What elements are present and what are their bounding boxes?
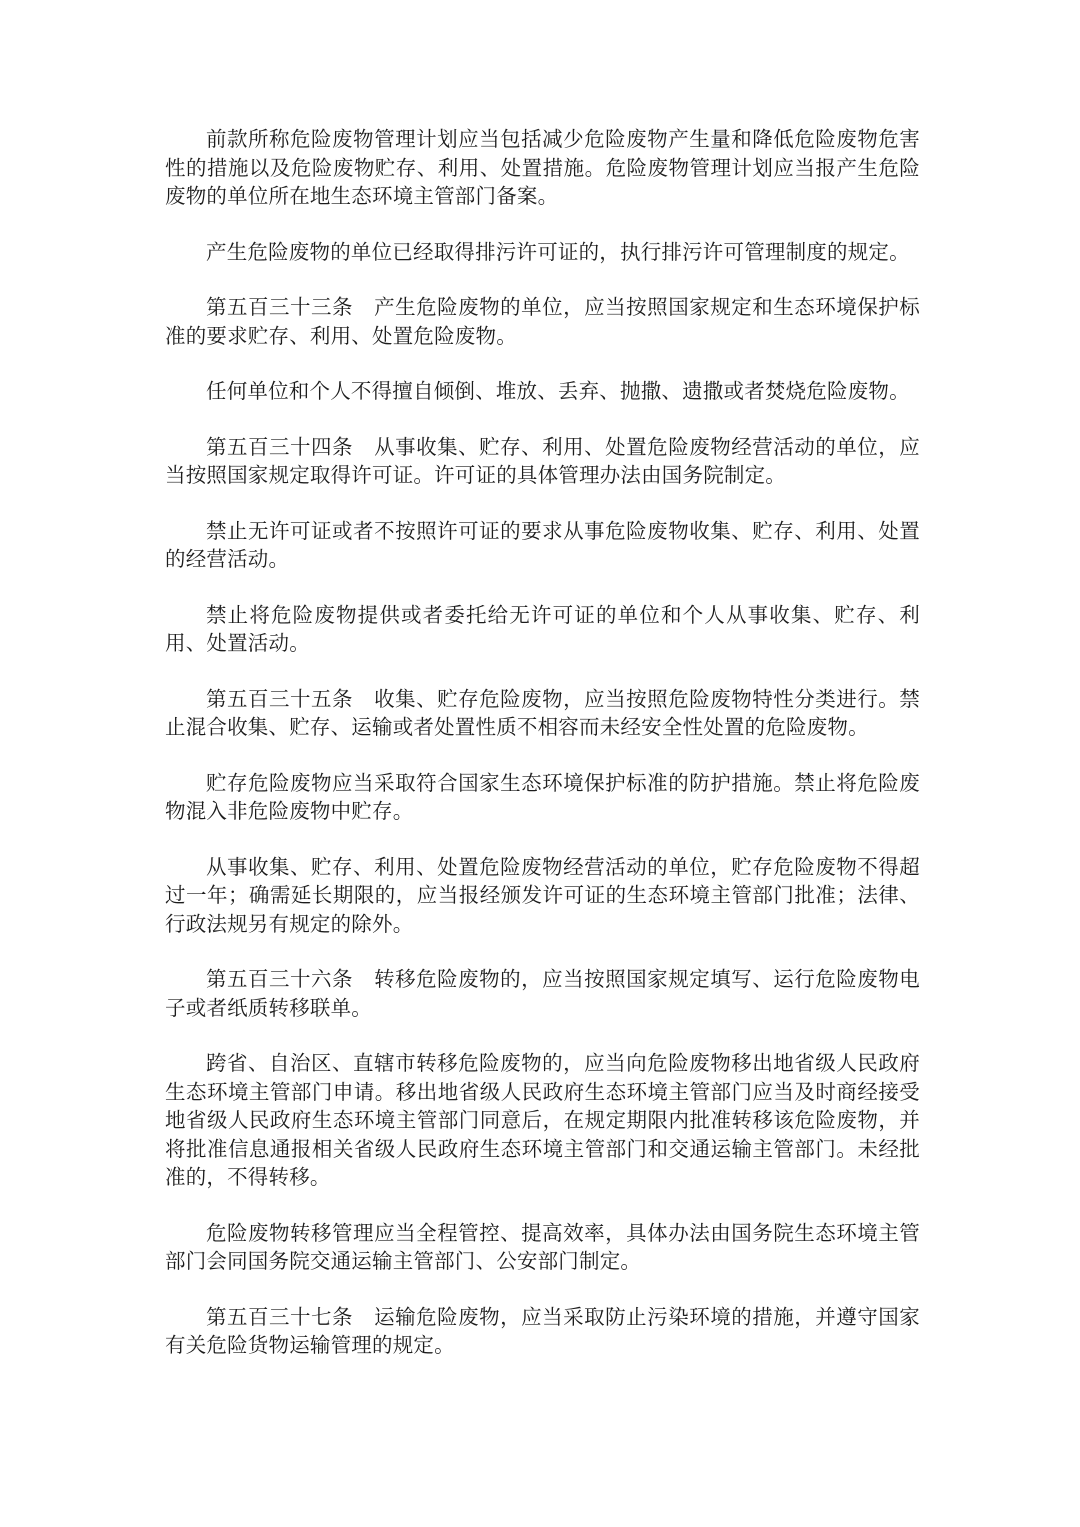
paragraph: 前款所称危险废物管理计划应当包括减少危险废物产生量和降低危险废物危害性的措施以及危险废物贮存、利用、处置措施。危险废物管理计划应当报产生危险废物的单位所在地生态环境主管部门备案。 [165, 127, 920, 208]
article-534-paragraph: 第五百三十四条 从事收集、贮存、利用、处置危险废物经营活动的单位，应当按照国家规定取得许可证。许可证的具体管理办法由国务院制定。 [165, 434, 920, 487]
paragraph: 禁止无许可证或者不按照许可证的要求从事危险废物收集、贮存、利用、处置的经营活动。 [165, 518, 920, 571]
document-body [165, 125, 920, 1387]
paragraph: 任何单位和个人不得擅自倾倒、堆放、丢弃、抛撒、遗撒或者焚烧危险废物。 [206, 379, 910, 403]
article-537-paragraph: 第五百三十七条 运输危险废物，应当采取防止污染环境的措施，并遵守国家有关危险货物运输管理的规定。 [165, 1304, 920, 1357]
article-533-paragraph: 第五百三十三条 产生危险废物的单位，应当按照国家规定和生态环境保护标准的要求贮存、利用、处置危险废物。 [165, 295, 920, 348]
paragraph: 从事收集、贮存、利用、处置危险废物经营活动的单位，贮存危险废物不得超过一年；确需延长期限的，应当报经颁发许可证的生态环境主管部门批准；法律、行政法规另有规定的除外。 [165, 854, 920, 936]
paragraph: 贮存危险废物应当采取符合国家生态环境保护标准的防护措施。禁止将危险废物混入非危险废物中贮存。 [165, 770, 920, 823]
article-535-paragraph: 第五百三十五条 收集、贮存危险废物，应当按照危险废物特性分类进行。禁止混合收集、贮存、运输或者处置性质不相容而未经安全性处置的危险废物。 [165, 686, 920, 739]
paragraph: 禁止将危险废物提供或者委托给无许可证的单位和个人从事收集、贮存、利用、处置活动。 [165, 602, 920, 655]
paragraph: 产生危险废物的单位已经取得排污许可证的，执行排污许可管理制度的规定。 [206, 239, 910, 264]
paragraph: 跨省、自治区、直辖市转移危险废物的，应当向危险废物移出地省级人民政府生态环境主管部门申请。移出地省级人民政府生态环境主管部门应当及时商经接受地省级人民政府生态环境主管部门同意后，在规定期限内批准转移该危险废物，并将批准信息通报相关省级人民政府生态环境主管部门和交通运输主管部门。未经批准的，不得转移。 [165, 1051, 920, 1189]
paragraph: 危险废物转移管理应当全程管控、提高效率，具体办法由国务院生态环境主管部门会同国务院交通运输主管部门、公安部门制定。 [165, 1220, 920, 1273]
article-536-paragraph: 第五百三十六条 转移危险废物的，应当按照国家规定填写、运行危险废物电子或者纸质转移联单。 [165, 967, 920, 1020]
